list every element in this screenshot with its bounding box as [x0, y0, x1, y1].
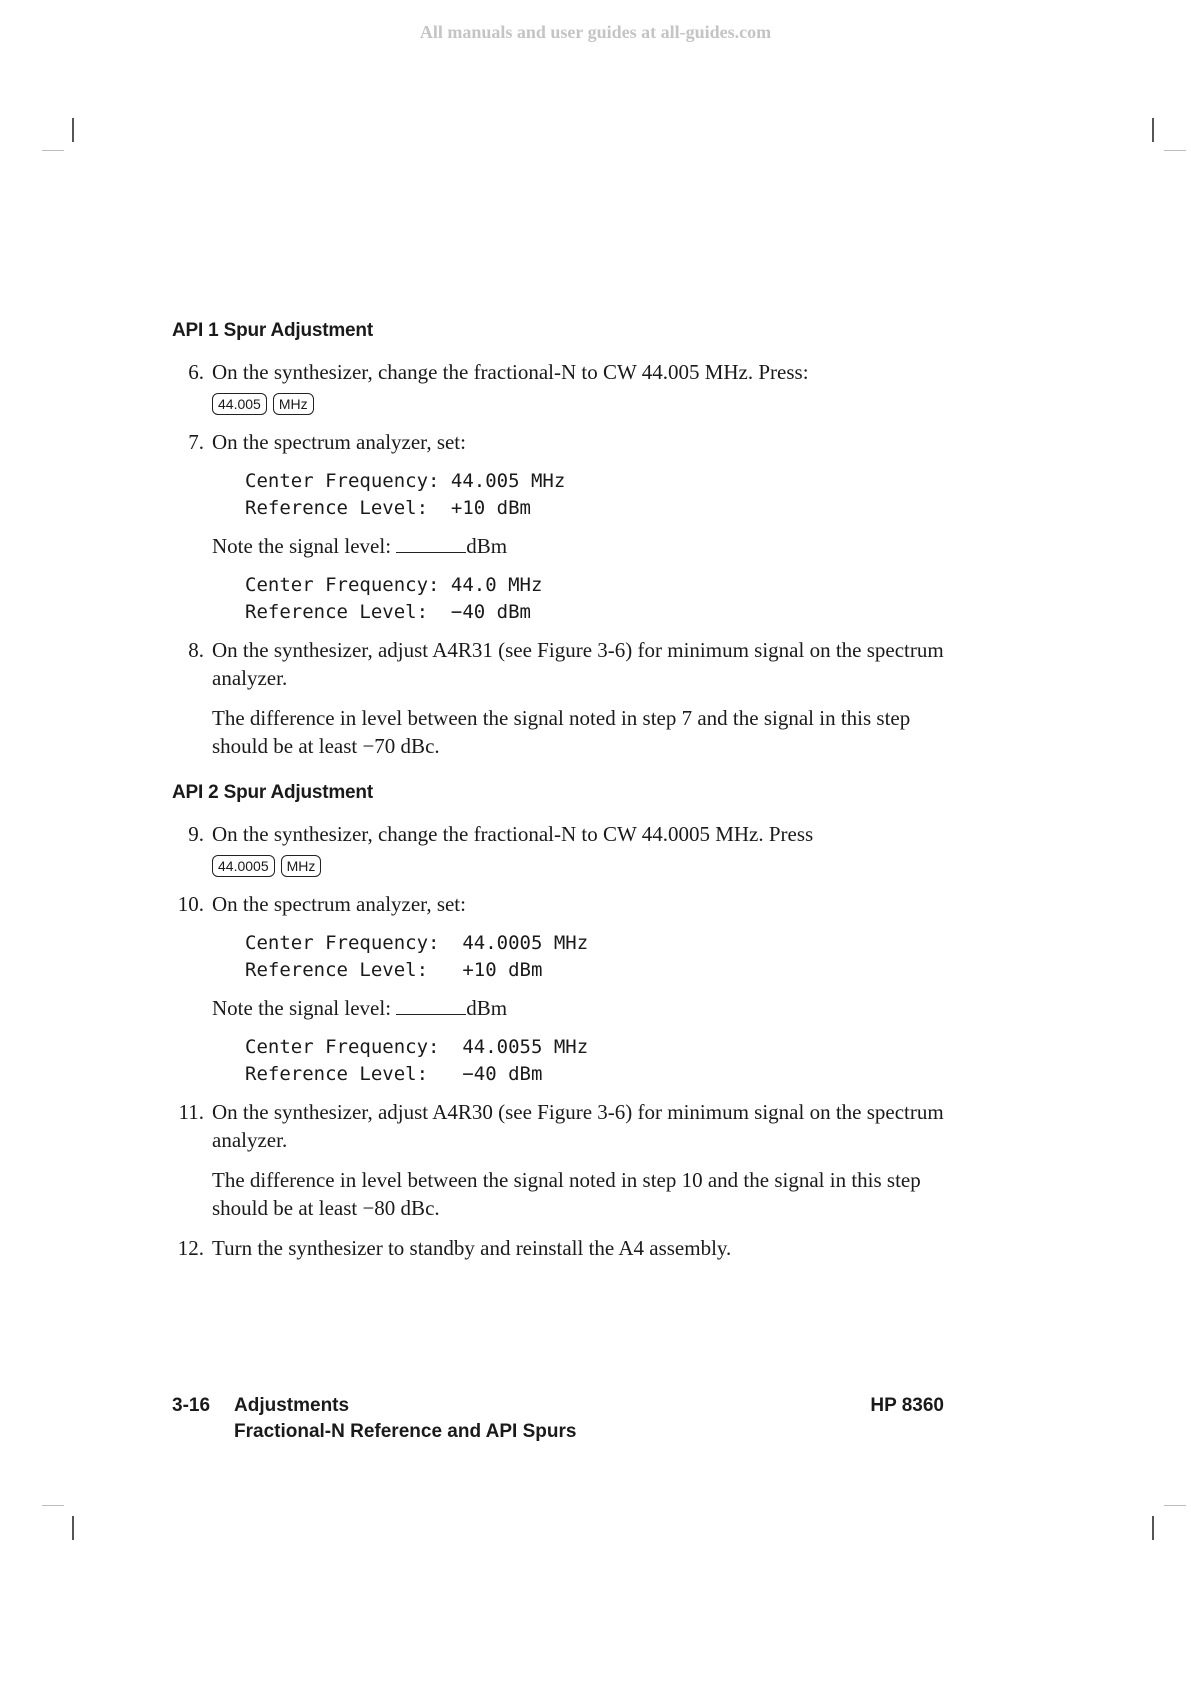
step-text: Turn the synthesizer to standby and reinstall the A4 assembly. [212, 1236, 732, 1260]
setting-value: 44.0055 MHz [462, 1036, 589, 1058]
page-number: 3-16 [172, 1395, 211, 1416]
crop-mark [1164, 1505, 1186, 1506]
blank-field [396, 994, 466, 1015]
key-44-005: 44.005 [212, 393, 267, 415]
key-44-0005: 44.0005 [212, 855, 275, 877]
step-12: 12. Turn the synthesizer to standby and reinstall the A4 assembly. [177, 1236, 732, 1260]
setting-value: 44.0005 MHz [462, 932, 589, 954]
setting-label: Center Frequency: [245, 470, 440, 492]
key-mhz: MHz [273, 393, 314, 415]
crop-mark [1152, 1516, 1154, 1540]
setting-label: Reference Level: [245, 497, 429, 519]
footer-subtitle: Fractional-N Reference and API Spurs [234, 1421, 577, 1442]
step-text: On the synthesizer, change the fractional-N to CW 44.005 MHz. Press: [212, 360, 809, 384]
setting-label: Center Frequency: [245, 1036, 440, 1058]
step-11-followup: The difference in level between the signal noted in step 10 and the signal in this step should be at least −80 dBc. [212, 1168, 921, 1220]
setting-label: Reference Level: [245, 959, 429, 981]
setting-label: Center Frequency: [245, 932, 440, 954]
step-text: On the spectrum analyzer, set: [212, 430, 466, 454]
note-line: Note the signal level: dBm [212, 996, 508, 1020]
step-10: 10. On the spectrum analyzer, set: [177, 892, 466, 916]
setting-value: 44.005 MHz [450, 470, 566, 492]
footer-chapter: Adjustments [234, 1395, 350, 1416]
step-9: 9. On the synthesizer, change the fractional-N to CW 44.0005 MHz. Press 44.0005 MHz [172, 820, 952, 878]
step-8: 8. On the synthesizer, adjust A4R31 (see Figure 3-6) for minimum signal on the spectrum analyzer. [188, 638, 944, 690]
setting-value: 44.0 MHz [450, 574, 543, 596]
setting-label: Reference Level: [245, 601, 429, 623]
setting-value: +10 dBm [462, 959, 543, 981]
note-line: Note the signal level: dBm [212, 534, 508, 558]
step-text: On the spectrum analyzer, set: [212, 892, 466, 916]
crop-mark [42, 1505, 64, 1506]
step-text: On the synthesizer, adjust A4R31 (see Figure 3-6) for minimum signal on the spectrum analyzer. [212, 638, 944, 690]
settings-block [172, 572, 952, 626]
section-title-api2: API 2 Spur Adjustment [172, 782, 373, 803]
setting-label: Center Frequency: [245, 574, 440, 596]
step-text: On the synthesizer, change the fractional-N to CW 44.0005 MHz. Press [212, 822, 814, 846]
page-footer [172, 1395, 944, 1443]
crop-mark [72, 118, 74, 142]
step-7: 7. On the spectrum analyzer, set: [188, 430, 466, 454]
setting-value: +10 dBm [450, 497, 531, 519]
footer-model: HP 8360 [870, 1395, 944, 1416]
crop-mark [42, 150, 64, 151]
step-11: 11. On the synthesizer, adjust A4R30 (see Figure 3-6) for minimum signal on the spectrum analyzer. [178, 1100, 944, 1152]
step-8-followup: The difference in level between the signal noted in step 7 and the signal in this step should be at least −70 dBc. [212, 706, 911, 758]
key-sequence [212, 388, 952, 416]
page-content [172, 320, 952, 1274]
step-6: 6. On the synthesizer, change the fractional-N to CW 44.005 MHz. Press: 44.005 MHz [172, 358, 952, 416]
step-text: On the synthesizer, adjust A4R30 (see Figure 3-6) for minimum signal on the spectrum analyzer. [212, 1100, 944, 1152]
setting-label: Reference Level: [245, 1063, 429, 1085]
settings-block [172, 468, 952, 522]
crop-mark [1164, 150, 1186, 151]
watermark: All manuals and user guides at all-guides.com [419, 22, 772, 42]
crop-mark [72, 1516, 74, 1540]
blank-field [396, 532, 466, 553]
setting-value: −40 dBm [450, 601, 531, 623]
setting-value: −40 dBm [462, 1063, 543, 1085]
section-title-api1: API 1 Spur Adjustment [172, 320, 373, 341]
key-sequence [212, 850, 952, 878]
settings-block [172, 930, 952, 984]
crop-mark [1152, 118, 1154, 142]
settings-block [172, 1034, 952, 1088]
key-mhz: MHz [281, 855, 322, 877]
